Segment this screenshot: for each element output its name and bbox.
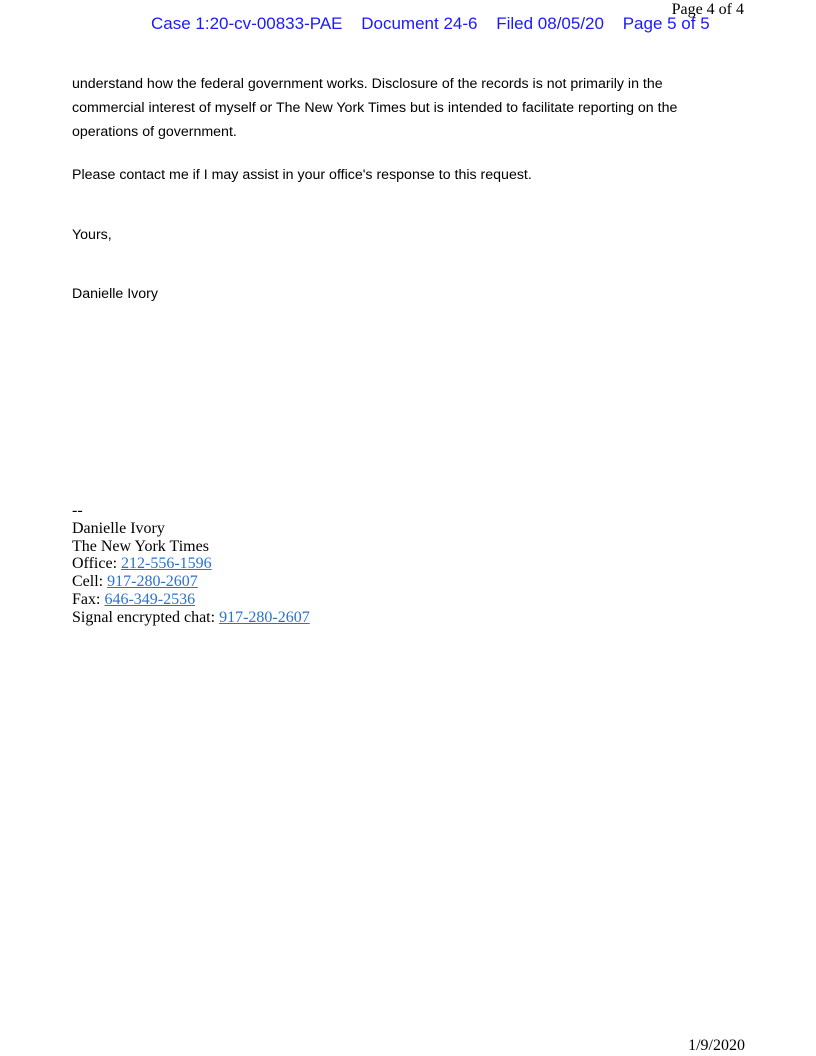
- cell-line: [72, 573, 310, 591]
- case-stamp: [151, 14, 724, 34]
- page-count: Page 4 of 4: [671, 1, 744, 18]
- fax-line: [72, 591, 310, 609]
- contact-line: Please contact me if I may assist in your office's response to this request.: [72, 167, 532, 183]
- case-number: Case 1:20-cv-00833-PAE: [151, 14, 343, 33]
- signal-label: Signal encrypted chat:: [72, 608, 220, 626]
- signature-name: Danielle Ivory: [72, 519, 165, 537]
- document-number: Document 24-6: [361, 14, 478, 33]
- signer-name: Danielle Ivory: [72, 286, 158, 302]
- footer-date: 1/9/2020: [688, 1037, 745, 1054]
- office-line: [72, 555, 310, 573]
- stamp-page: Page 5 of 5: [622, 14, 710, 33]
- body-line: understand how the federal government works. Disclosure of the records is not primarily in the: [72, 76, 663, 92]
- signature-block: [72, 502, 310, 627]
- body-line: operations of government.: [72, 124, 237, 140]
- office-phone-link[interactable]: 212-556-1596: [121, 555, 212, 573]
- fax-link[interactable]: 646-349-2536: [104, 590, 196, 608]
- signature-separator: --: [72, 502, 83, 519]
- signal-link[interactable]: 917-280-2607: [219, 608, 310, 626]
- body-line: commercial interest of myself or The New York Times but is intended to facilitate reporting on the: [72, 100, 678, 116]
- cell-phone-link[interactable]: 917-280-2607: [107, 573, 198, 591]
- fax-label: Fax:: [72, 590, 105, 608]
- closing: Yours,: [72, 227, 112, 243]
- signature-org: The New York Times: [72, 537, 209, 555]
- filed-date: Filed 08/05/20: [496, 14, 604, 33]
- signal-line: [72, 609, 310, 627]
- office-label: Office:: [72, 555, 122, 573]
- cell-label: Cell:: [72, 573, 108, 591]
